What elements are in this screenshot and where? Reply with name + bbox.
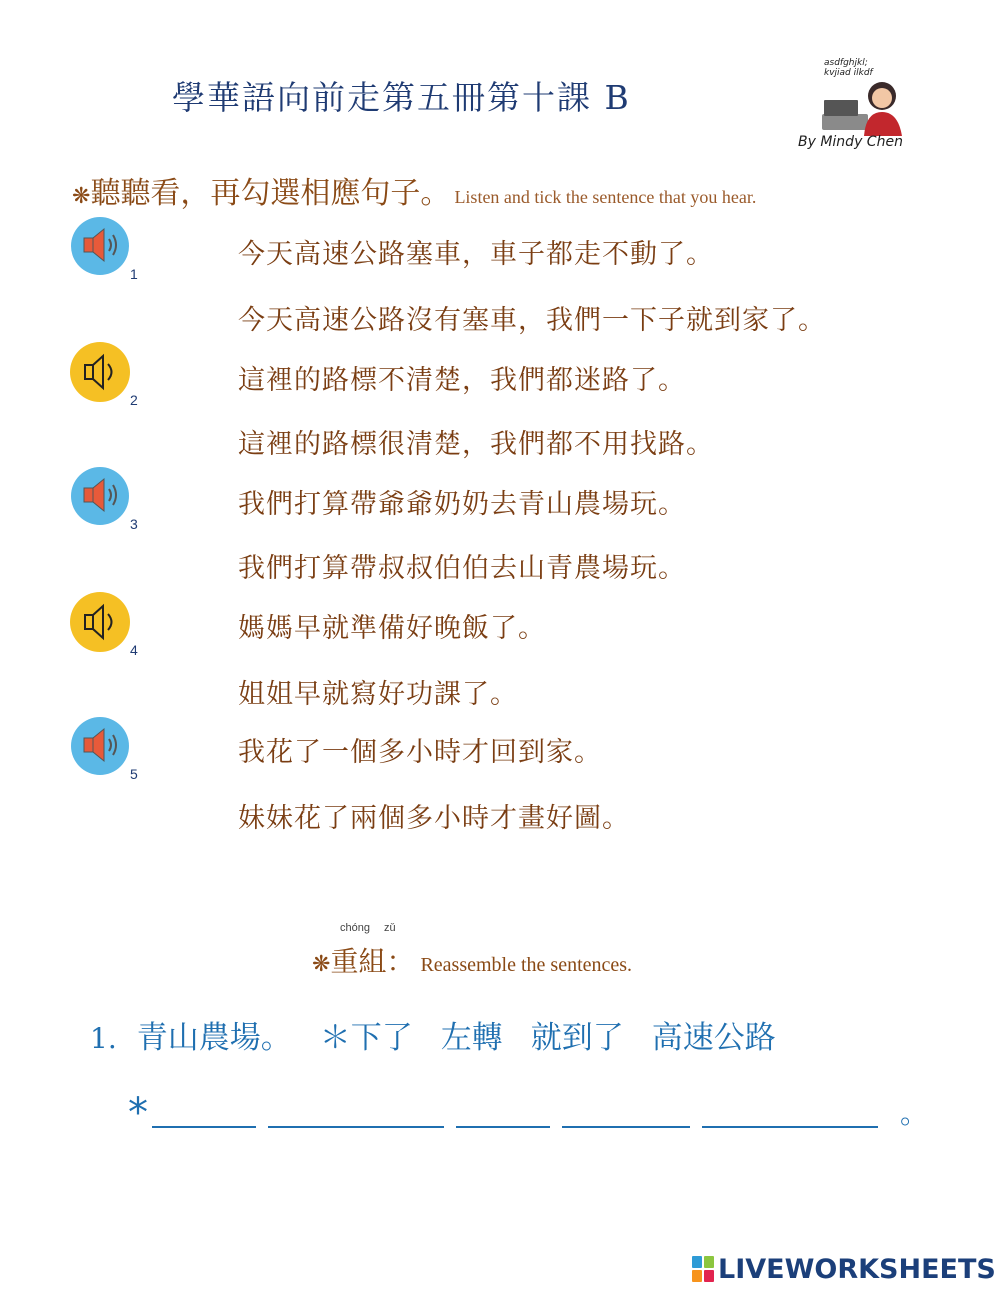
audio-button-5[interactable] bbox=[70, 716, 138, 782]
answer-period: 。 bbox=[900, 1097, 929, 1130]
word-chip[interactable]: 就到了 bbox=[530, 1020, 624, 1056]
word-chip[interactable]: 左轉 bbox=[440, 1020, 503, 1056]
audio-button-2[interactable] bbox=[70, 342, 138, 408]
pinyin-zu: zǔ bbox=[384, 922, 396, 934]
reassemble-heading bbox=[312, 922, 633, 980]
audio-number: 5 bbox=[130, 766, 138, 782]
answer-blank-2[interactable] bbox=[268, 1126, 444, 1128]
sentence-option[interactable]: 這裡的路標不清楚，我們都迷路了。 bbox=[238, 365, 686, 396]
logo-scribble: asdfghjkl; kvjiad ilkdf bbox=[824, 58, 873, 78]
audio-button-3[interactable] bbox=[70, 466, 138, 532]
listening-instruction bbox=[72, 168, 756, 212]
audio-number: 4 bbox=[130, 642, 138, 658]
pinyin-chong: chóng bbox=[340, 922, 370, 934]
audio-button-1[interactable] bbox=[70, 216, 138, 282]
question-number: 1. bbox=[90, 1022, 117, 1055]
instruction-zh: 聽聽看，再勾選相應句子。 bbox=[90, 176, 451, 211]
author-logo bbox=[798, 56, 925, 156]
speaker-icon bbox=[70, 216, 132, 278]
brand-name: LIVEWORKSHEETS bbox=[718, 1253, 996, 1285]
sentence-option[interactable]: 我們打算帶叔叔伯伯去山青農場玩。 bbox=[238, 553, 686, 584]
sentence-option[interactable]: 今天高速公路沒有塞車，我們一下子就到家了。 bbox=[238, 305, 826, 336]
snowflake-icon: ❋ bbox=[72, 184, 91, 209]
audio-number: 3 bbox=[130, 516, 138, 532]
reassemble-question-1 bbox=[90, 1012, 804, 1057]
word-chip[interactable]: ＊下了 bbox=[319, 1020, 413, 1056]
byline: By Mindy Chen bbox=[798, 134, 903, 150]
instruction-en: Listen and tick the sentence that you hear. bbox=[454, 187, 757, 207]
speaker-icon bbox=[70, 342, 132, 404]
liveworksheets-icon bbox=[692, 1256, 714, 1282]
answer-blank-5[interactable] bbox=[702, 1126, 878, 1128]
speaker-icon bbox=[70, 466, 132, 528]
heading-zh: 重組： bbox=[330, 945, 415, 978]
answer-star: * bbox=[128, 1090, 148, 1136]
sentence-option[interactable]: 今天高速公路塞車，車子都走不動了。 bbox=[238, 239, 714, 270]
answer-blank-1[interactable] bbox=[152, 1126, 256, 1128]
sentence-option[interactable]: 這裡的路標很清楚，我們都不用找路。 bbox=[238, 429, 714, 460]
sentence-option[interactable]: 媽媽早就準備好晚飯了。 bbox=[238, 613, 546, 644]
speaker-icon bbox=[70, 592, 132, 654]
word-chip[interactable]: 青山農場。 bbox=[136, 1020, 292, 1056]
answer-blank-4[interactable] bbox=[562, 1126, 690, 1128]
page-title: 學華語向前走第五冊第十課 B bbox=[172, 78, 631, 117]
audio-button-4[interactable] bbox=[70, 592, 138, 658]
sentence-option[interactable]: 我花了一個多小時才回到家。 bbox=[238, 737, 602, 768]
snowflake-icon: ❋ bbox=[312, 952, 331, 977]
audio-number: 1 bbox=[130, 266, 138, 282]
answer-blank-3[interactable] bbox=[456, 1126, 550, 1128]
speaker-icon bbox=[70, 716, 132, 778]
sentence-option[interactable]: 我們打算帶爺爺奶奶去青山農場玩。 bbox=[238, 489, 686, 520]
liveworksheets-logo bbox=[692, 1254, 996, 1284]
word-chip[interactable]: 高速公路 bbox=[651, 1020, 776, 1056]
sentence-option[interactable]: 妹妹花了兩個多小時才畫好圖。 bbox=[238, 803, 630, 834]
audio-number: 2 bbox=[130, 392, 138, 408]
heading-en: Reassemble the sentences. bbox=[420, 954, 633, 976]
sentence-option[interactable]: 姐姐早就寫好功課了。 bbox=[238, 679, 518, 710]
